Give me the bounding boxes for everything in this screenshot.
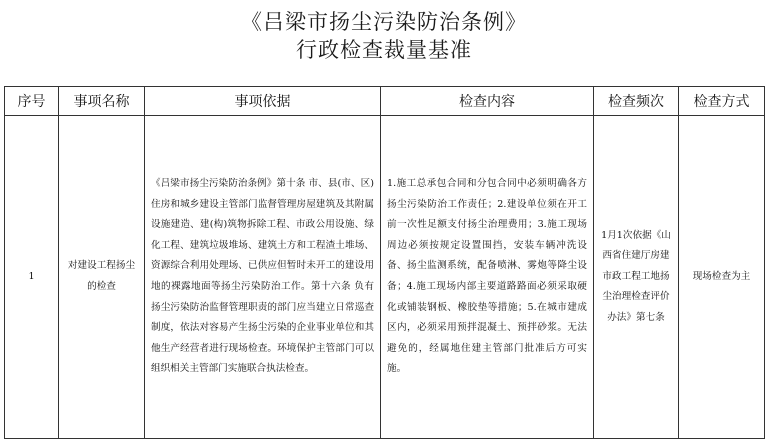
header-legal-basis: 事项依据 (145, 87, 381, 116)
header-item-name: 事项名称 (59, 87, 145, 116)
cell-item-name: 对建设工程扬尘的检查 (59, 116, 145, 439)
cell-serial-number: 1 (5, 116, 59, 439)
cell-inspection-method: 现场检查为主 (679, 116, 765, 439)
document-title: 《吕梁市扬尘污染防治条例》 (241, 10, 527, 34)
cell-legal-basis: 《吕梁市扬尘污染防治条例》第十条 市、县(市、区)住房和城乡建设主管部门监督管理房屋建筑及其附属设施建造、建(构)筑物拆除工程、市政公用设施、绿化工程、建筑垃圾堆场、建筑土方和工程渣土堆场、资源综合利用处理场、已供应但暂时未开工的建设用地的裸露地面等扬尘污染防治工作。第十六条 负有扬尘污染防治监督管理职责的部门应当建立日常巡查制度，依法对容易产生扬尘污染的企业事业单位和其他生产经营者进行现场检查。环境保护主管部门可以组织相关主管部门实施联合执法检查。 (145, 116, 381, 439)
header-inspection-content: 检查内容 (381, 87, 594, 116)
cell-inspection-content: 1.施工总承包合同和分包合同中必须明确各方扬尘污染防治工作责任；2.建设单位须在开工前一次性足额支付扬尘治理费用；3.施工现场周边必须按规定设置围挡，安装车辆冲洗设备、扬尘监测系统，配备喷淋、雾炮等降尘设备；4.施工现场内部主要道路路面必须采取硬化或铺装钢板、橡胶垫等措施；5.在城市建成区内，必须采用预拌混凝土、预拌砂浆。无法避免的，经属地住建主管部门批准后方可实施。 (381, 116, 594, 439)
header-row (5, 87, 765, 116)
table-header (5, 87, 765, 116)
header-inspection-method: 检查方式 (679, 87, 765, 116)
document-subtitle: 行政检查裁量基准 (296, 38, 472, 62)
inspection-standard-table (4, 86, 765, 439)
header-inspection-frequency: 检查频次 (594, 87, 679, 116)
table-row (5, 116, 765, 439)
cell-inspection-frequency: 1月1次依据《山西省住建厅房建市政工程工地扬尘治理检查评价办法》第七条 (594, 116, 679, 439)
header-serial-number: 序号 (5, 87, 59, 116)
